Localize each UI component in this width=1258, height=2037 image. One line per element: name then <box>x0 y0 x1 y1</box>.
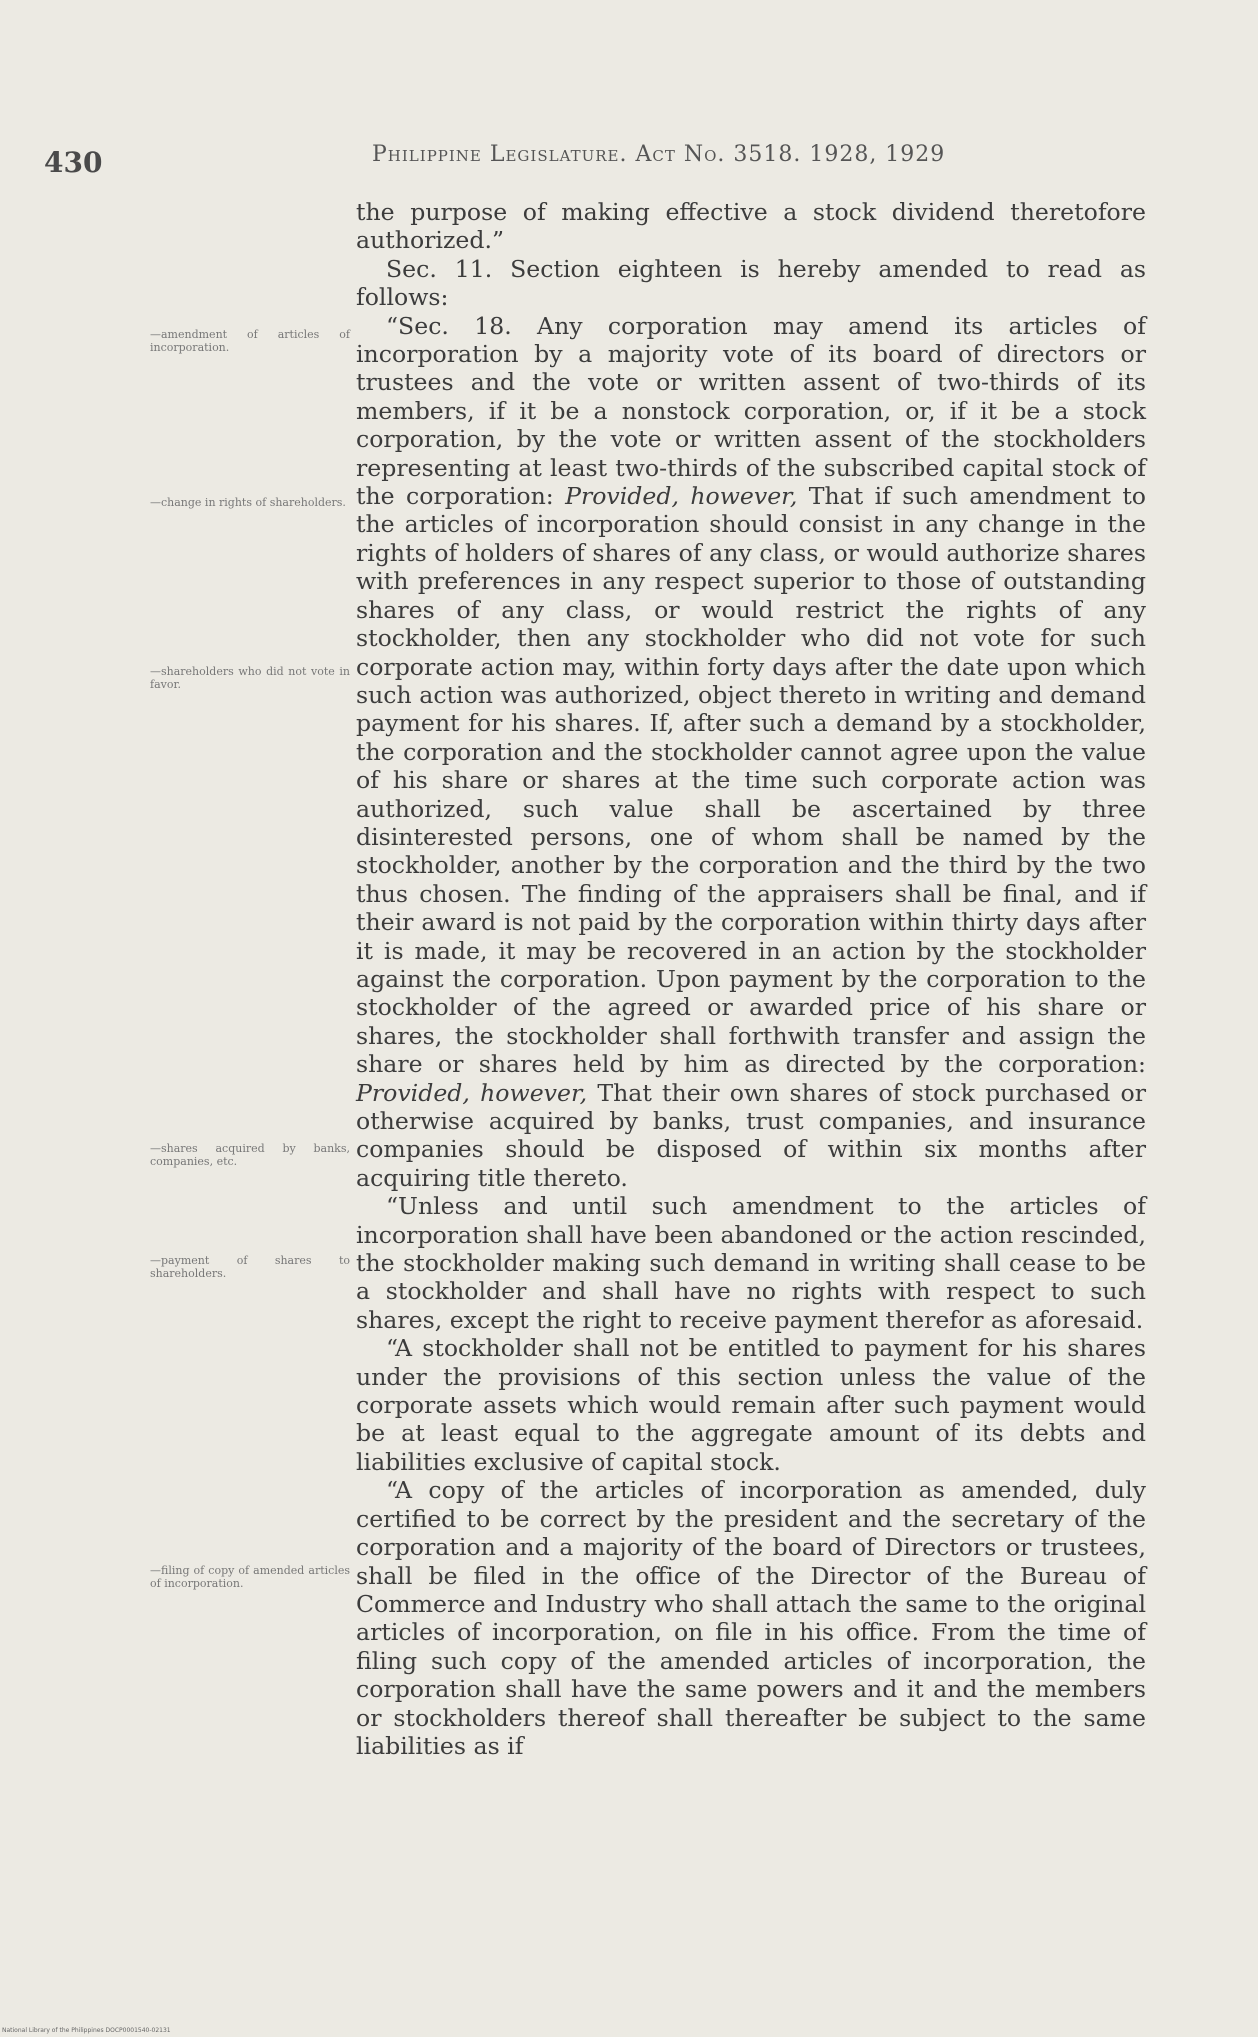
page-number: 430 <box>44 146 103 179</box>
paragraph-sec-18 <box>356 312 1146 1193</box>
margin-note-shares-acquired: —shares acquired by banks, companies, etc. <box>150 1142 350 1168</box>
proviso-1: Provided, however, <box>565 482 798 511</box>
body-text <box>356 198 1146 1760</box>
margin-note-filing-copy: —filing of copy of amended articles of incorporation. <box>150 1564 350 1590</box>
paragraph-stockholder: “A stockholder shall not be entitled to payment for his shares under the provisions of this section unless the value of the corporate assets which would remain after such payment would be at least equal to the aggregate amount of its debts and liabilities exclusive of capital stock. <box>356 1334 1146 1476</box>
running-head: Philippine Legislature. Act No. 3518. 1928, 1929 <box>372 142 946 167</box>
margin-note-payment-shares: —payment of shares to shareholders. <box>150 1254 350 1280</box>
proviso-2: Provided, however, <box>356 1078 588 1107</box>
paragraph-sec-11: Sec. 11. Section eighteen is hereby amended to read as follows: <box>356 254 1146 312</box>
margin-note-amendment: —amendment of articles of incorporation. <box>150 328 350 354</box>
paragraph-copy-articles: “A copy of the articles of incorporation as amended, duly certified to be correct by the president and the secretary of the corporation and a majority of the board of Directors or trustees, shall be filed in the office of the Director of the Bureau of Commerce and Industry who shall attach the same to the original articles of incorporation, on file in his office. From the time of filing such copy of the amended articles of incorporation, the corporation shall have the same powers and it and the members or stockholders thereof shall thereafter be subject to the same liabilities as if <box>356 1476 1146 1760</box>
margin-note-change-rights: —change in rights of shareholders. <box>150 496 346 509</box>
paragraph-unless: “Unless and until such amendment to the articles of incorporation shall have been abandoned or the action rescinded, the stockholder making such demand in writing shall cease to be a stockholder and shall have no rights with respect to such shares, except the right to receive payment therefor as aforesaid. <box>356 1192 1146 1334</box>
sec-18-text-a: “Sec. 18. Any corporation may amend its articles of incorporation by a majority vote of its board of directors or trustees and the vote or written assent of two-thirds of its members, if it be a nonstock corporation, or, if it be a stock corporation, by the vote or written assent of the stockholders representing at least two-thirds of the subscribed capital stock of the corporation: <box>356 311 1146 511</box>
paragraph-1: the purpose of making effective a stock dividend theretofore authorized.” <box>356 198 1146 255</box>
margin-note-shareholders-not-vote: —shareholders who did not vote in favor. <box>150 665 350 691</box>
sec-18-text-b: That if such amendment to the articles of incorporation should consist in any change in the rights of holders of shares of any class, or would authorize shares with preferences in any respect superior to those of outstanding shares of any class, or would restrict the rights of any stockholder, then any stockholder who did not vote for such corporate action may, within forty days after the date upon which such action was authorized, object thereto in writing and demand payment for his shares. If, after such a demand by a stockholder, the corporation and the stockholder cannot agree upon the value of his share or shares at the time such corporate action was authorized, such value shall be ascertained by three disinterested persons, one of whom shall be named by the stockholder, another by the corporation and the third by the two thus chosen. The finding of the appraisers shall be final, and if their award is not paid by the corporation within thirty days after it is made, it may be recovered in an action by the stockholder against the corporation. Upon payment by the corporation to the stockholder of the agreed or awarded price of his share or shares, the stockholder shall forthwith transfer and assign the share or shares held by him as directed by the corporation: <box>356 482 1147 1079</box>
footer-text: National Library of the Philippines DOCP0001540-02131 <box>2 2027 171 2034</box>
sec-18-text-c: That their own shares of stock purchased or otherwise acquired by banks, trust companies, and insurance companies should be disposed of within six months after acquiring title thereto. <box>356 1078 1147 1192</box>
